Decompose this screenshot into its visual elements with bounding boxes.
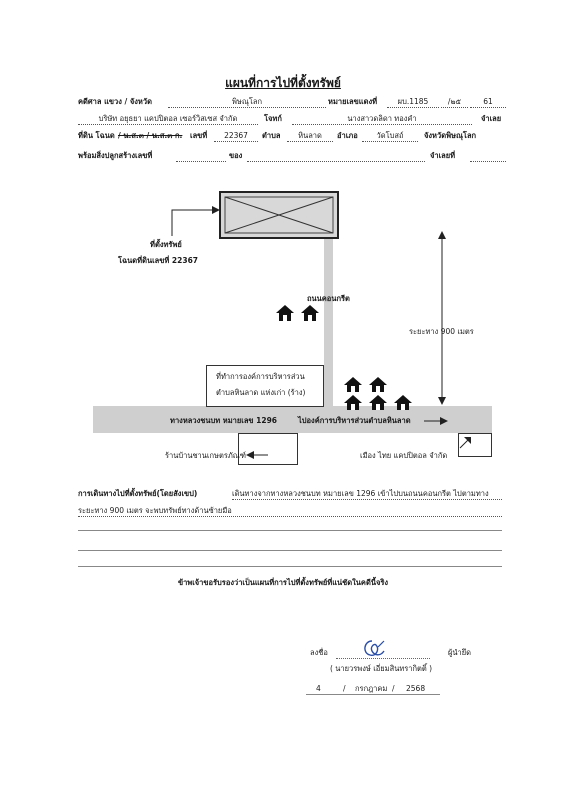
directions-line2: ระยะทาง 900 เมตร จะพบทรัพย์ทางด้านซ้ายมือ xyxy=(78,506,502,517)
defendant-label: จำเลย xyxy=(481,114,502,123)
right-arrow-icon xyxy=(424,416,448,426)
blank-line xyxy=(78,550,502,551)
signer-name: ( นายวรพงษ์ เอี่ยมสินทรากิตติ์ ) xyxy=(330,664,433,673)
role-label: ผู้นำยึด xyxy=(448,648,471,657)
court-value: พิษณุโลก xyxy=(168,97,326,108)
old-sao-office-line1: ที่ทำการองค์การบริหารส่วน xyxy=(216,372,305,381)
certification-text: ข้าพเจ้าขอรับรองว่าเป็นแผนที่การไปที่ตั้งทรัพย์ที่แน่ชัดในคดีนี้จริง xyxy=(177,578,389,587)
property-marker-icon xyxy=(219,191,339,239)
land-struck-types: / น.ส.๓ / น.ส.๓ ก. xyxy=(118,131,183,140)
land-label: ที่ดิน โฉนด xyxy=(78,131,115,140)
blank-line xyxy=(78,566,502,567)
defendant-no-label: จำเลยที่ xyxy=(430,151,456,160)
directions-label: การเดินทางไปที่ตั้งทรัพย์(โดยสังเขป) xyxy=(78,489,198,498)
building-blank xyxy=(176,151,226,162)
plaintiff-label: โจทก์ xyxy=(264,114,282,123)
case-no-year-mark: /๒๕ xyxy=(441,97,468,108)
case-no-value: ผบ.1185 xyxy=(387,97,439,108)
district-value: วัดโบสถ์ xyxy=(362,131,418,142)
agri-shop-box xyxy=(238,433,298,465)
land-no-label: เลขที่ xyxy=(190,131,208,140)
agri-shop-label: ร้านบ้านชานเกษตรภัณฑ์ xyxy=(165,451,246,460)
distance-label: ระยะทาง 900 เมตร xyxy=(409,327,474,336)
subdistrict-value: หินลาด xyxy=(287,131,333,142)
concrete-road-lane xyxy=(324,239,333,407)
land-no-value: 22367 xyxy=(214,131,258,142)
blank-line xyxy=(78,530,502,531)
houses-icon xyxy=(274,303,324,323)
left-arrow-icon xyxy=(246,450,268,460)
to-sao-label: ไปองค์การบริหารส่วนตำบลหินลาด xyxy=(298,416,411,425)
corner-arrow-icon xyxy=(458,436,472,450)
defendant-no-blank xyxy=(470,151,506,162)
defendant-value: นางสาวดลิดา ทองคำ xyxy=(292,114,472,125)
company-label: เมือง ไทย แคปปิตอล จำกัด xyxy=(360,451,448,460)
plaintiff-value: บริษัท อยุธยา แคปปิตอล เซอร์วิสเซส จำกัด xyxy=(78,114,258,125)
handwritten-signature xyxy=(358,637,388,661)
houses-cluster-icon xyxy=(342,375,422,411)
date-sep-2: / xyxy=(392,684,395,693)
directions-line1: เดินทางจากทางหลวงชนบท หมายเลข 1296 เข้าไปบนถนนคอนกรีต ไปตามทาง xyxy=(232,489,502,500)
distance-arrow xyxy=(436,231,448,405)
court-label: คดีศาล แขวง / จังหวัด xyxy=(78,97,152,106)
date-year: 2568 xyxy=(406,684,426,693)
property-pointer-arrow xyxy=(168,206,222,238)
property-deed-label: โฉนดที่ดินเลขที่ 22367 xyxy=(118,256,199,265)
district-label: อำเภอ xyxy=(337,131,358,140)
owner-blank xyxy=(247,151,425,162)
building-label: พร้อมสิ่งปลูกสร้างเลขที่ xyxy=(78,151,153,160)
date-day: 4 xyxy=(316,684,321,693)
province-label: จังหวัดพิษณุโลก xyxy=(424,131,477,140)
case-no-label: หมายเลขแดงที่ xyxy=(328,97,378,106)
document-title: แผนที่การไปที่ตั้งทรัพย์ xyxy=(225,76,341,90)
owner-label: ของ xyxy=(229,151,243,160)
subdistrict-label: ตำบล xyxy=(262,131,281,140)
date-underline xyxy=(306,694,440,695)
date-sep-1: / xyxy=(343,684,346,693)
case-no-year: 61 xyxy=(470,97,506,108)
concrete-road-label: ถนนคอนกรีต xyxy=(307,294,350,303)
property-label: ที่ตั้งทรัพย์ xyxy=(150,240,182,249)
sign-label: ลงชื่อ xyxy=(310,648,328,657)
highway-label: ทางหลวงชนบท หมายเลข 1296 xyxy=(170,416,278,425)
old-sao-office-line2: ตำบลหินลาด แห่งเก่า (ร้าง) xyxy=(216,388,306,397)
date-month: กรกฎาคม xyxy=(355,684,388,693)
